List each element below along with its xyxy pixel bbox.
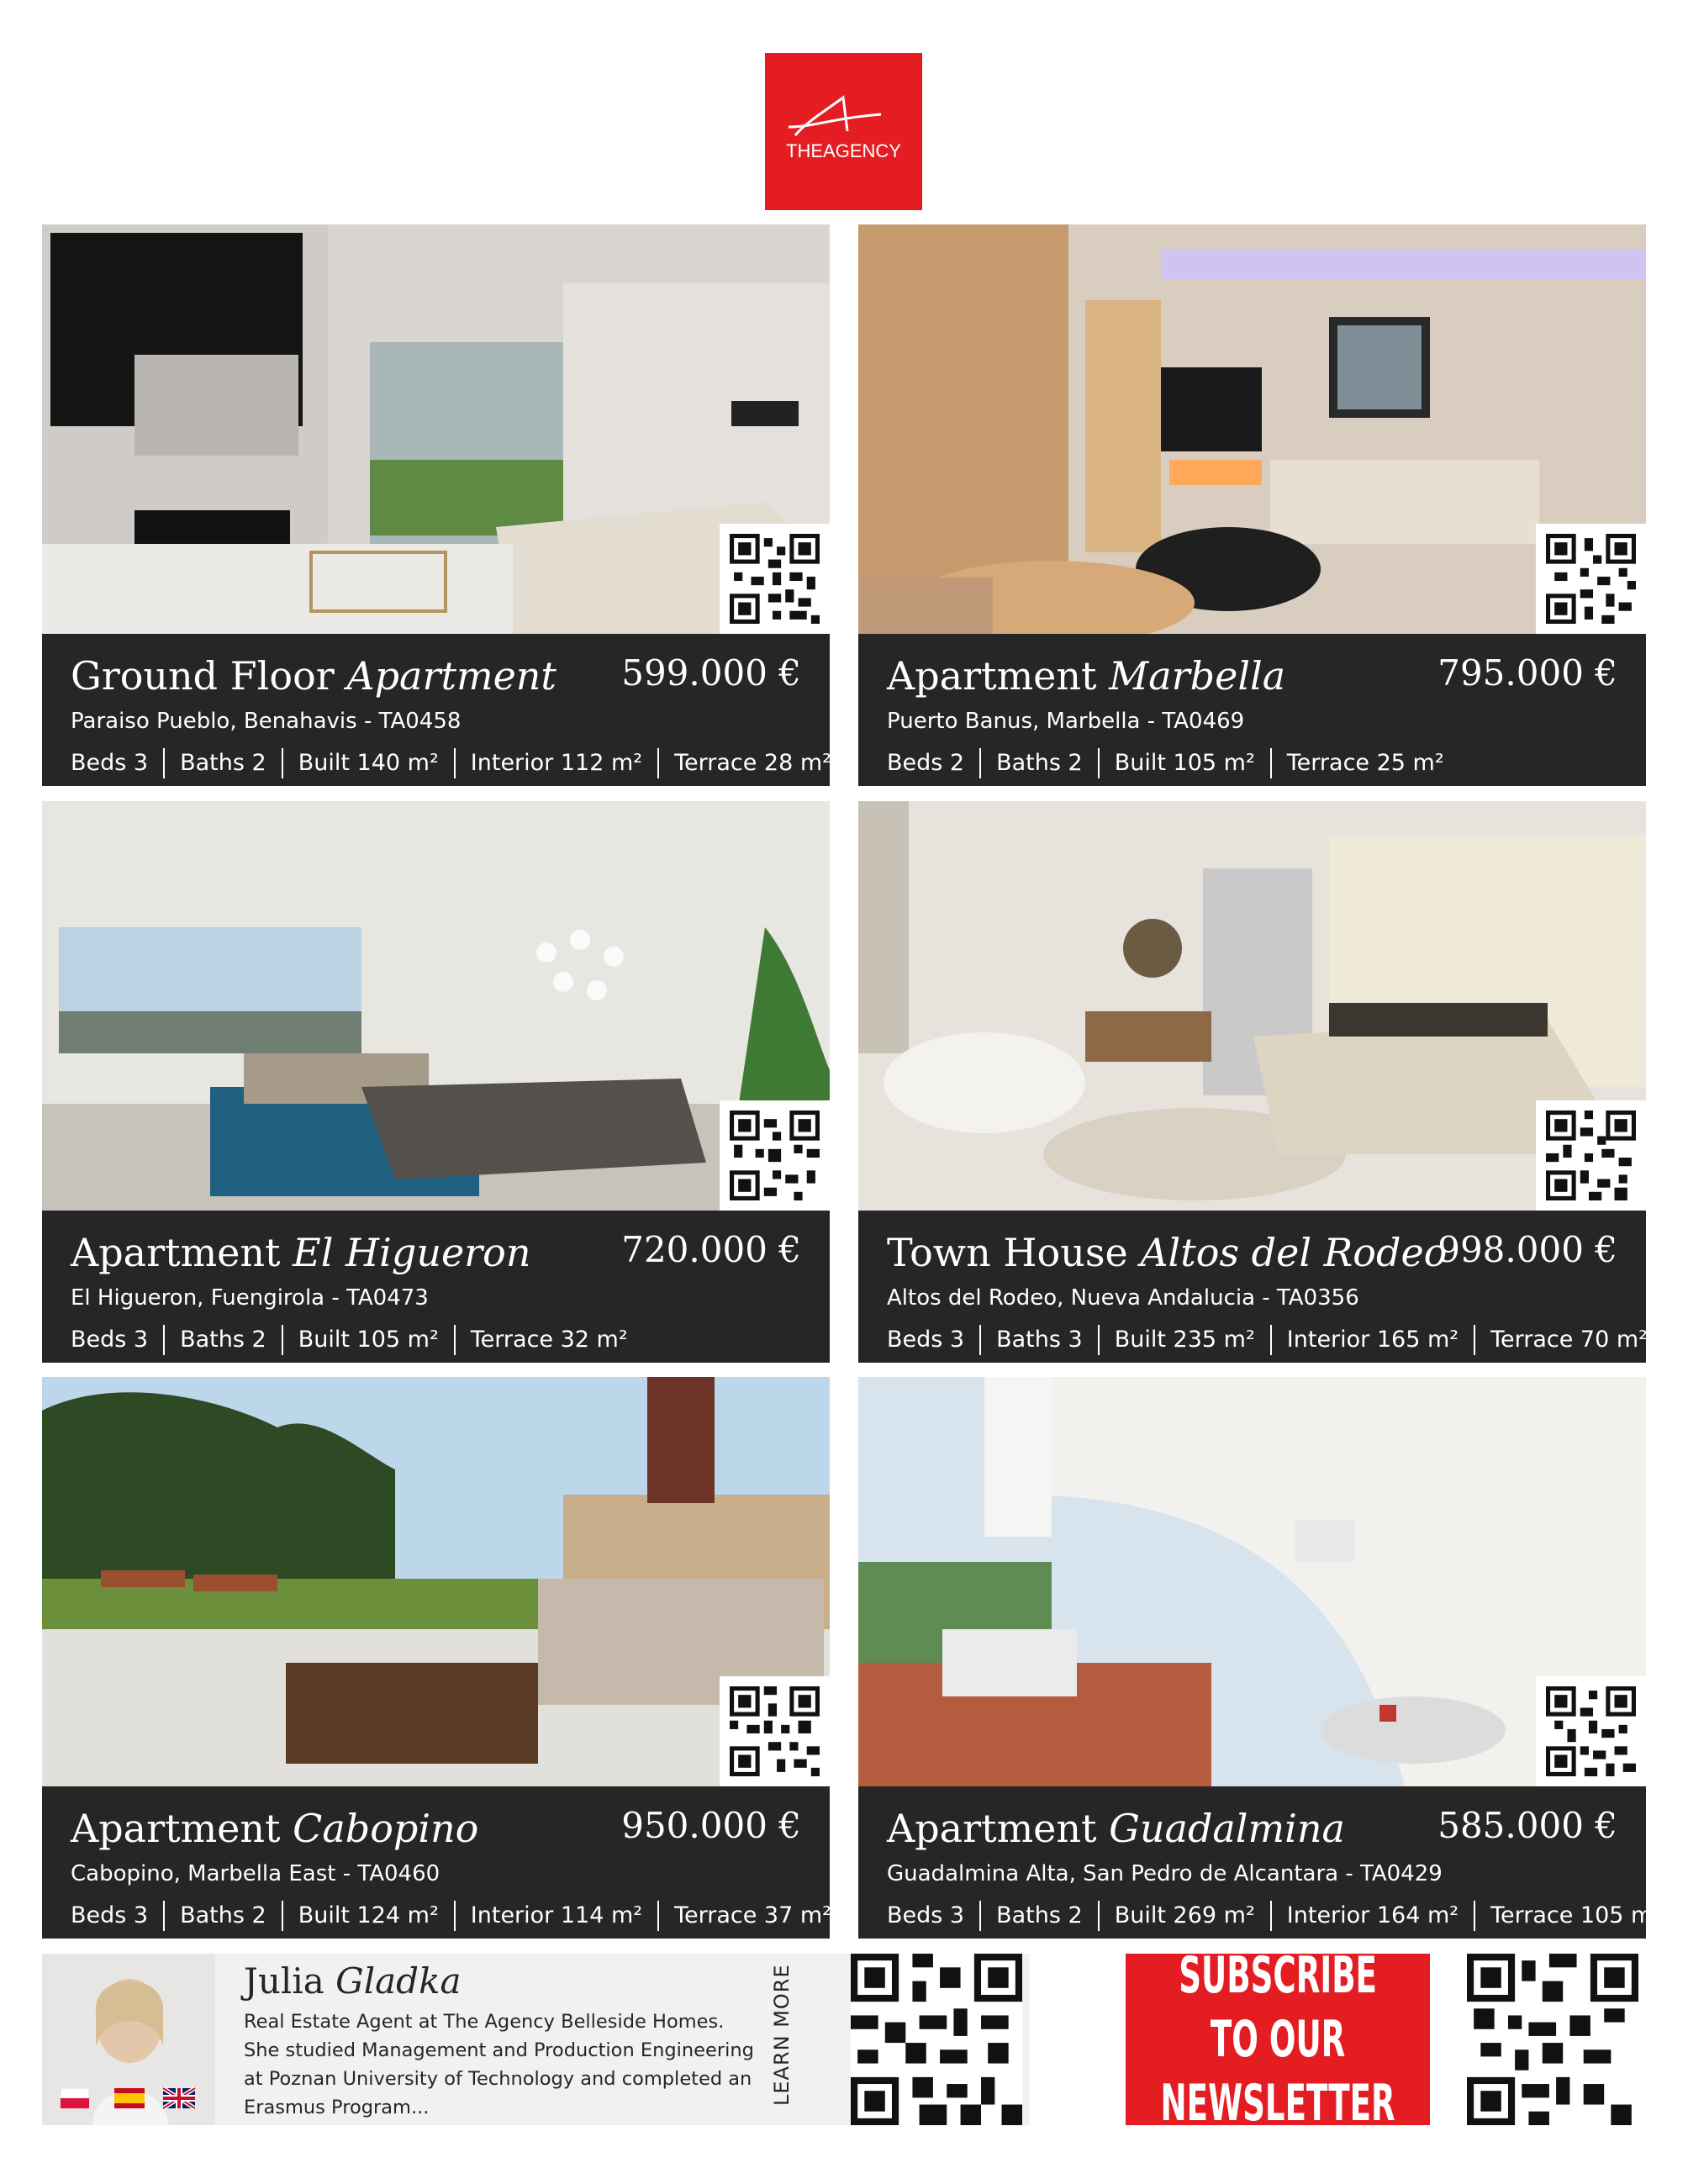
poland-flag-icon [61, 2088, 89, 2108]
listing-price: 795.000 € [1437, 652, 1617, 694]
spec-terrace: Terrace 70 m² [1474, 1325, 1663, 1355]
listing-title[interactable] [887, 652, 1285, 699]
listing-title[interactable] [71, 652, 557, 699]
spec-built: Built 269 m² [1098, 1901, 1270, 1931]
uk-flag-icon [163, 2088, 195, 2108]
listing-qr-code[interactable] [720, 1100, 830, 1211]
listing-photo-patio[interactable] [858, 1377, 1646, 1786]
learn-more-label[interactable]: LEARN MORE [770, 1964, 794, 2106]
spec-terrace: Terrace 28 m² [657, 748, 847, 778]
listing-title[interactable] [71, 1805, 478, 1852]
spec-interior: Interior 112 m² [454, 748, 657, 778]
listing-photo-bedroom[interactable] [858, 801, 1646, 1211]
listing-qr-code[interactable] [720, 524, 830, 634]
listing-photo-dining[interactable] [42, 801, 830, 1211]
listing-info [858, 634, 1646, 786]
listing-qr-code[interactable] [1536, 524, 1646, 634]
spec-terrace: Terrace 105 m² [1474, 1901, 1677, 1931]
title-plain: Town House [887, 1230, 1141, 1275]
spec-baths: Baths 2 [163, 1901, 282, 1931]
spec-beds: Beds 3 [71, 1327, 149, 1353]
listing-location: Cabopino, Marbella East - TA0460 [71, 1861, 440, 1886]
title-plain: Apartment [887, 1806, 1110, 1851]
spec-baths: Baths 3 [979, 1325, 1098, 1355]
spec-interior: Interior 165 m² [1270, 1325, 1474, 1355]
spec-built: Built 105 m² [1098, 748, 1270, 778]
agent-photo [42, 1954, 215, 2125]
listing-title[interactable] [887, 1229, 1447, 1276]
listing-card[interactable] [42, 224, 830, 786]
spec-baths: Baths 2 [163, 748, 282, 778]
listing-card[interactable] [858, 224, 1646, 786]
spec-beds: Beds 3 [887, 1327, 965, 1353]
listing-photo-lounge[interactable] [858, 224, 1646, 634]
listing-location: El Higueron, Fuengirola - TA0473 [71, 1285, 429, 1311]
spec-beds: Beds 3 [71, 1902, 149, 1928]
subscribe-label: SUBSCRIBE TO OUR NEWSLETTER [1160, 1946, 1395, 2133]
listing-location: Guadalmina Alta, San Pedro de Alcantara - TA0429 [887, 1861, 1443, 1886]
spec-built: Built 235 m² [1098, 1325, 1270, 1355]
qr-code-icon [730, 1686, 820, 1776]
agent-name [244, 1960, 462, 2002]
agency-a-mark-icon [780, 93, 906, 144]
listing-card[interactable] [42, 1377, 830, 1939]
listing-info [42, 1786, 830, 1939]
listing-specs [887, 748, 1459, 778]
spec-terrace: Terrace 32 m² [454, 1325, 643, 1355]
qr-code-icon [851, 1954, 1022, 2125]
title-italic: Cabopino [293, 1806, 479, 1851]
listing-card[interactable] [42, 801, 830, 1363]
listing-price: 998.000 € [1437, 1229, 1617, 1270]
spec-baths: Baths 2 [979, 1901, 1098, 1931]
listing-price: 585.000 € [1437, 1805, 1617, 1846]
spec-beds: Beds 2 [887, 750, 965, 776]
spec-built: Built 105 m² [282, 1325, 454, 1355]
listing-location: Puerto Banus, Marbella - TA0469 [887, 709, 1245, 734]
listing-photo-terrace[interactable] [42, 1377, 830, 1786]
spec-built: Built 140 m² [282, 748, 454, 778]
listing-price: 950.000 € [621, 1805, 801, 1846]
spec-baths: Baths 2 [163, 1325, 282, 1355]
listing-info [42, 1211, 830, 1363]
listing-specs [71, 748, 847, 778]
qr-code-icon [1467, 1954, 1638, 2125]
subscribe-newsletter-button[interactable] [1126, 1946, 1430, 2133]
spec-interior: Interior 164 m² [1270, 1901, 1474, 1931]
qr-code-icon [1546, 534, 1636, 624]
agent-first-name: Julia [244, 1960, 336, 2002]
listing-photo-living-room[interactable] [42, 224, 830, 634]
newsletter-qr-code[interactable] [1467, 1954, 1638, 2125]
title-italic: El Higueron [293, 1230, 531, 1275]
agent-bio: Real Estate Agent at The Agency Belleside Homes. She studied Management and Production Engineering at Poznan University of Technology and completed an Erasmus Program... [244, 2011, 754, 2118]
listing-specs [71, 1901, 847, 1931]
listing-info [858, 1211, 1646, 1363]
listing-title[interactable] [887, 1805, 1345, 1852]
listing-qr-code[interactable] [1536, 1100, 1646, 1211]
spec-built: Built 124 m² [282, 1901, 454, 1931]
listing-qr-code[interactable] [720, 1676, 830, 1786]
listing-info [858, 1786, 1663, 1939]
agent-last-name: Gladka [335, 1960, 462, 2002]
title-italic: Guadalmina [1109, 1806, 1345, 1851]
listing-card[interactable] [858, 801, 1646, 1363]
title-plain: Apartment [71, 1806, 293, 1851]
spain-flag-icon [114, 2088, 145, 2108]
the-agency-logo[interactable] [765, 53, 922, 210]
title-plain: Apartment [887, 653, 1110, 699]
listing-qr-code[interactable] [1536, 1676, 1646, 1786]
qr-code-icon [1546, 1686, 1636, 1776]
title-italic: Marbella [1109, 653, 1286, 699]
spec-beds: Beds 3 [71, 750, 149, 776]
listing-specs [887, 1325, 1663, 1355]
title-italic: Apartment [346, 653, 557, 699]
spec-interior: Interior 114 m² [454, 1901, 657, 1931]
listing-info [42, 634, 830, 786]
listing-specs [887, 1901, 1677, 1931]
spec-baths: Baths 2 [979, 748, 1098, 778]
qr-code-icon [730, 534, 820, 624]
title-italic: Altos del Rodeo [1140, 1230, 1448, 1275]
qr-code-icon [1546, 1110, 1636, 1200]
listing-price: 720.000 € [621, 1229, 801, 1270]
spec-beds: Beds 3 [887, 1902, 965, 1928]
listing-price: 599.000 € [621, 652, 801, 694]
listing-title[interactable] [71, 1229, 531, 1276]
spec-terrace: Terrace 37 m² [657, 1901, 847, 1931]
title-plain: Apartment [71, 1230, 293, 1275]
agent-qr-code[interactable] [851, 1954, 1022, 2125]
logo-text: THEAGENCY [786, 140, 901, 161]
spec-terrace: Terrace 25 m² [1270, 748, 1459, 778]
listing-card[interactable] [858, 1377, 1663, 1939]
listing-location: Paraiso Pueblo, Benahavis - TA0458 [71, 709, 462, 734]
listing-location: Altos del Rodeo, Nueva Andalucia - TA0356 [887, 1285, 1359, 1311]
qr-code-icon [730, 1110, 820, 1200]
title-plain: Ground Floor [71, 653, 347, 699]
listing-specs [71, 1325, 643, 1355]
